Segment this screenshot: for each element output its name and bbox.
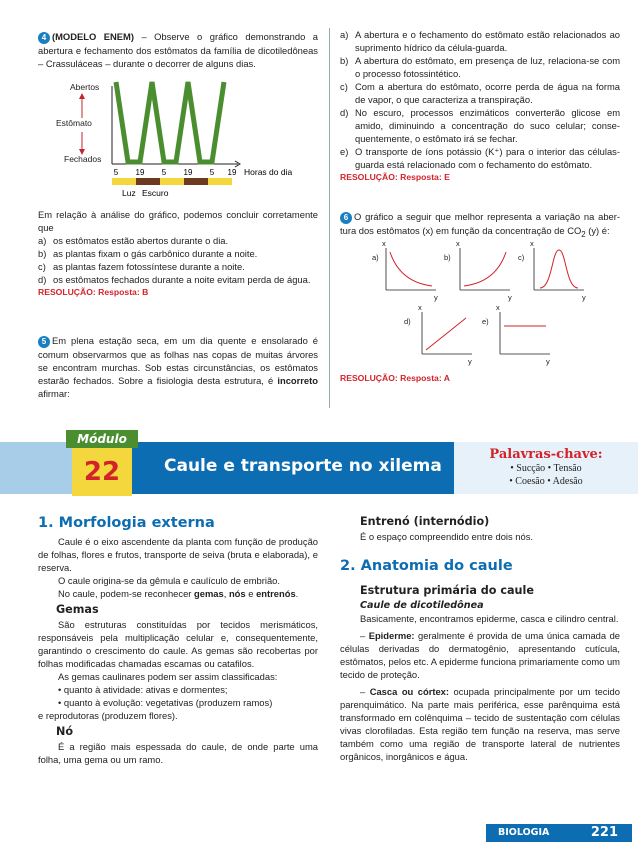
q4-xlabel: Horas do dia [244,167,293,177]
module-title: Caule e transporte no xilema [164,456,442,476]
q4-legend-light: Luz [122,188,136,198]
q4-lead: (MODELO ENEM) [52,31,134,42]
q4-xtick: 19 [183,168,193,177]
q4-stem: Em relação à análise do gráfico, podemos concluir corretamente que [38,209,318,233]
gemas-bullet-2: • quanto à evolução: vegetativas (produzem ramos) [58,697,273,708]
q5-number: 5 [38,336,50,348]
sec1-paragraph-1: Caule é o eixo ascendente da planta com função de produção de folhas, flores e frutos, transporte de seiva (bruta e elaborada), e reserva. [38,536,318,573]
section-2-title: 2. Anatomia do caule [340,558,513,574]
q5-statement: 5 Em plena estação seca, em um dia quente e ensolarado é comum observarmos que as folhas nas copas de muitas árvores se encontram murchas. Sob estas circunstâncias, os estômatos estarão fechados. Sobre a fisiologia desta estrutura, é incorreto afirmar: [38,335,318,399]
svg-text:c): c) [518,253,525,262]
estrutura-title: Estrutura primária do caule [360,584,534,597]
q4-stomata-curve [116,82,224,162]
q6-panel-b [444,239,512,302]
q6-panel-c [518,239,586,302]
q5-option-b: b) A abertura do estômato, em presença de luz, relaciona-se com o processo fotossintético. [340,55,620,79]
keywords-line-2: • Coesão • Adesão [509,476,583,487]
svg-text:b): b) [444,253,451,262]
q4-option-b: b) as plantas fixam o gás carbônico durante a noite. [38,248,258,259]
q4-xtick: 5 [113,168,119,177]
q6-panel-e [482,303,550,366]
svg-text:x: x [418,303,422,312]
entreno-title: Entrenó (internódio) [360,515,490,528]
q6-resolution: RESOLUÇÃO: Resposta: A [340,373,450,383]
question-4 [38,30,318,70]
svg-text:y: y [582,293,586,302]
svg-text:x: x [496,303,500,312]
entreno-paragraph: É o espaço compreendido entre dois nós. [360,531,534,542]
q5-option-d: d) No escuro, processos enzimáticos converterão glicose em amido, diminuindo a concentração do suco celular; consequentemente, o estômato irá se fechar. [340,107,620,144]
svg-text:x: x [382,239,386,248]
question-6 [340,210,620,241]
sec1-paragraph-2: O caule origina-se da gêmula e caulículo de embrião. [58,575,281,586]
q4-xtick: 5 [161,168,167,177]
question-5 [38,334,318,400]
sec1-paragraph-3: No caule, podem-se reconhecer gemas, nós e entrenós. [58,588,299,599]
gemas-bullet-1: • quanto à atividade: ativas e dormentes; [58,684,228,695]
q4-legend-dark: Escuro [142,188,169,198]
module-label: Módulo [66,430,138,448]
svg-text:x: x [530,239,534,248]
svg-text:y: y [546,357,550,366]
q5-resolution: RESOLUÇÃO: Resposta: E [340,172,450,182]
q4-ylabel-stomata: Estômato [56,118,92,128]
gemas-paragraph-1: São estruturas constituídas por tecidos merismáticos, responsáveis pela multiplicação celular e, consequentemente, garantindo o crescimento do caule. As gemas são recobertas por folhas modificadas chamadas escamas ou catafilos. [38,619,318,669]
section-morfologia [38,514,318,766]
svg-text:y: y [468,357,472,366]
svg-text:d): d) [404,317,411,326]
q4-ylabel-open: Abertos [70,82,100,92]
q6-number: 6 [340,212,352,224]
q4-xtick: 19 [227,168,237,177]
page-footer [486,824,632,842]
page-number: 221 [590,825,618,840]
module-number: 22 [72,448,132,496]
q4-xtick: 19 [135,168,145,177]
q5-option-c: c) Com a abertura do estômato, ocorre perda de água na forma de vapor, o que caracteriza a transpiração. [340,81,620,105]
q6-resolution-wrap [340,372,620,385]
svg-text:y: y [434,293,438,302]
q5-option-a: a) A abertura e o fechamento do estômato estão relacionados ao suprimento hídrico da célula-guarda. [340,29,620,53]
svg-text:x: x [456,239,460,248]
keywords-line-1: • Sucção • Tensão [510,463,582,474]
footer-subject: BIOLOGIA [498,827,550,838]
module-badge [66,430,138,498]
gemas-title: Gemas [56,603,99,616]
svg-text:e): e) [482,317,489,326]
keywords-box [454,442,638,494]
no-paragraph: É a região mais espessada do caule, de onde parte uma folha, uma gema ou um ramo. [38,741,318,765]
q4-stomata-graph [56,78,322,200]
q4-ylabel-closed: Fechados [64,154,102,164]
module-banner [0,428,638,500]
no-title: Nó [56,725,74,738]
casca-paragraph: – Casca ou córtex: ocupada principalmente por um tecido parenquimático. Na parte mais periférica, esse parênquima está transformado em colênquima – tecido de sustentação com células vivas clorofiladas. Esta região tem função na reserva, mas serve também como uma região de transporte lateral de nutrientes orgânicos, inorgânicos e água. [340,686,620,762]
q5-options [340,28,620,184]
gemas-bullet-2-cont: e reprodutoras (produzem flores). [38,710,178,721]
section-anatomia [340,514,620,763]
q6-panel-d [404,303,472,366]
q4-text: – Observe o gráfico demonstrando a abertura e fechamento dos estômatos da família de dicotiledôneas – Crassuláceas – durante o decorrer de alguns dias. [38,31,318,69]
dicot-title: Caule de dicotiledônea [360,600,484,611]
gemas-paragraph-2: As gemas caulinares podem ser assim classificadas: [58,671,278,682]
q4-option-c: c) as plantas fazem fotossíntese durante a noite. [38,261,245,272]
q6-graph-options [340,238,620,368]
q4-xtick: 5 [209,168,215,177]
dicot-paragraph: Basicamente, encontramos epiderme, casca e cilindro central. [360,613,619,624]
q4-option-a: a) os estômatos estão abertos durante o dia. [38,235,229,246]
q4-number: 4 [38,32,50,44]
q4-resolution: RESOLUÇÃO: Resposta: B [38,287,149,297]
svg-text:y: y [508,293,512,302]
section-1-title: 1. Morfologia externa [38,515,215,531]
q6-panel-a [372,239,438,302]
q4-statement [38,30,318,70]
svg-text:a): a) [372,253,379,262]
q4-option-d: d) os estômatos fechados durante a noite evitam perda de água. [38,274,311,285]
q5-option-e: e) O transporte de íons potássio (K⁺) para o interior das células-guarda está relacionado com o fechamento do estômato. [340,146,620,170]
q6-statement: 6 O gráfico a seguir que melhor representa a variação na abertura dos estômatos (x) em função da concentração de $CO_2$ (y) é: [340,211,620,239]
epiderme-paragraph: – Epiderme: geralmente é provida de uma única camada de células derivadas do dermatogênio, apresentando cutícula, estômatos, pelos etc. A epiderme funciona primariamente como um tecido de proteção. [340,630,620,680]
keywords-title: Palavras-chave: [489,447,603,462]
q4-question-body [38,208,318,299]
column-divider [329,28,330,408]
